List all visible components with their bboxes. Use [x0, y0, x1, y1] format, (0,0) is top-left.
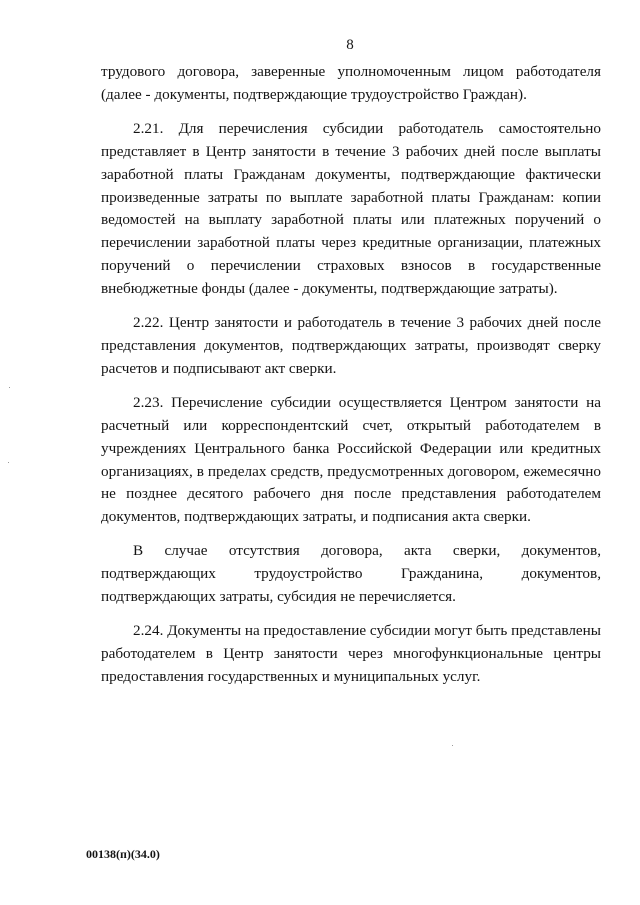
paragraph-2-22: 2.22. Центр занятости и работодатель в течение 3 рабочих дней после представления документов, подтверждающих затраты, производят сверку расчетов и подписывают акт сверки. [101, 314, 601, 377]
paragraph-2-23: 2.23. Перечисление субсидии осуществляется Центром занятости на расчетный или корреспондентский счет, открытый работодателем в учреждениях Центрального банка Российской Федерации или кредитных организациях, в пределах средств, предусмотренных договором, ежемесячно не позднее десятого рабочего дня после представления работодателем документов, подтверждающих затраты, и подписания акта сверки. [101, 393, 601, 526]
paragraph-2-24: 2.24. Документы на предоставление субсидии могут быть представлены работодателем в Центр занятости через многофункциональные центры предоставления государственных и муниципальных услуг. [101, 621, 601, 685]
paragraph-2-21: 2.21. Для перечисления субсидии работодатель самостоятельно представляет в Центр занятости в течение 3 рабочих дней после выплаты заработной платы Гражданам документы, подтверждающие фактически произведенные затраты по выплате заработной платы Гражданам: копии ведомостей на выплату заработной платы или платежных поручений о перечислении заработной платы через кредитные организации, платежных поручений о перечислении страховых взносов в государственные внебюджетные фонды (далее - документы, подтверждающие затраты). [101, 119, 601, 298]
page-number: 8 [346, 37, 354, 53]
document-footer-code: 00138(п)(34.0) [86, 847, 160, 861]
document-body [101, 61, 601, 700]
scan-speck [9, 387, 10, 388]
paragraph-continuation: трудового договора, заверенные уполномоченным лицом работодателя (далее - документы, подтверждающие трудоустройство Граждан). [101, 63, 601, 103]
scan-speck [8, 462, 9, 463]
paragraph-no-contract: В случае отсутствия договора, акта сверки, документов, подтверждающих трудоустройство Гражданина, документов, подтверждающих затраты, субсидия не перечисляется. [101, 542, 601, 606]
scan-speck [452, 745, 453, 746]
